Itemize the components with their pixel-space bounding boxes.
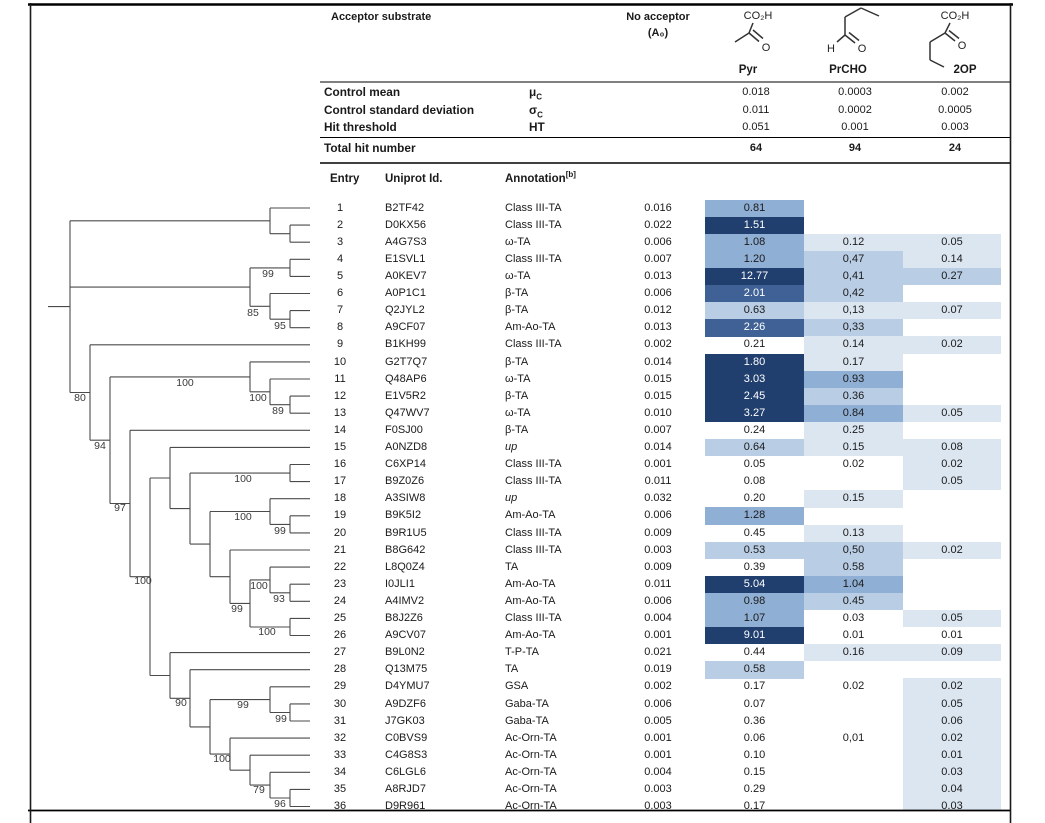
activity-value: 9.01	[743, 629, 766, 642]
activity-value: 0.09	[941, 646, 963, 659]
entry-number: 31	[333, 714, 347, 727]
uniprot-id: Q13M75	[385, 663, 428, 676]
activity-value: 0.64	[743, 441, 766, 453]
activity-value: 1.51	[743, 218, 766, 231]
entry-number: 11	[334, 372, 346, 385]
activity-value: 0.81	[743, 201, 766, 214]
activity-value: 3.27	[743, 406, 766, 419]
twoop-o-label: O	[957, 40, 967, 52]
entry-number: 12	[333, 389, 347, 402]
uniprot-id: E1SVL1	[385, 252, 426, 265]
annotation: GSA	[505, 680, 529, 693]
activity-value: 0.15	[842, 492, 865, 505]
entry-number: 36	[333, 800, 347, 813]
no-acceptor-value: 0.012	[644, 304, 672, 317]
activity-value: 0.15	[743, 765, 766, 778]
activity-value: 0.08	[743, 475, 766, 488]
entry-number: 18	[333, 492, 347, 505]
annotation: Class III-TA	[505, 218, 562, 231]
activity-value: 0.29	[743, 783, 766, 795]
activity-value: 0.24	[743, 423, 766, 436]
annotation: Class III-TA	[505, 458, 562, 471]
no-acceptor-value: 0.011	[644, 577, 672, 590]
entry-number: 33	[333, 748, 347, 761]
uniprot-id: A0KEV7	[385, 270, 427, 282]
prcho-o-label: O	[857, 43, 867, 55]
pyr-co2h-label: CO₂H	[743, 10, 773, 22]
control-value: 0.051	[742, 120, 770, 133]
activity-value: 0.53	[743, 543, 766, 556]
no-acceptor-value: 0.032	[644, 492, 672, 505]
activity-value: 0,50	[842, 543, 865, 556]
no-acceptor-value: 0.006	[644, 287, 672, 300]
activity-value: 0.58	[743, 663, 766, 676]
entry-number: 16	[333, 458, 347, 471]
entry-number: 32	[333, 731, 347, 744]
uniprot-id: D9R961	[385, 800, 426, 813]
activity-value: 2.45	[743, 389, 766, 402]
annotation: up	[505, 492, 518, 505]
activity-value: 0.03	[842, 612, 865, 624]
activity-value: 0.17	[743, 800, 766, 813]
no-acceptor-value: 0.001	[644, 458, 672, 471]
uniprot-id: A4IMV2	[385, 594, 425, 607]
no-acceptor-value: 0.003	[644, 543, 672, 556]
bootstrap-label: 93	[273, 593, 285, 605]
activity-value: 0.20	[743, 492, 766, 505]
annotation: ω-TA	[505, 235, 531, 248]
activity-value: 0.07	[941, 304, 963, 317]
entry-number: 30	[333, 697, 347, 710]
annotation: Ac-Orn-TA	[505, 800, 557, 813]
no-acceptor-value: 0.013	[644, 321, 672, 334]
activity-value: 0.05	[941, 235, 963, 248]
no-acceptor-value: 0.015	[644, 389, 672, 402]
prcho-column-label: PrCHO	[829, 64, 867, 76]
uniprot-id: B9L0N2	[385, 646, 425, 659]
uniprot-id: L8Q0Z4	[385, 560, 425, 573]
no-acceptor-value: 0.021	[644, 646, 672, 659]
control-row-label: Control mean	[324, 84, 401, 99]
activity-value: 0.05	[941, 697, 963, 710]
uniprot-id: B1KH99	[385, 338, 426, 351]
control-value: 0.003	[941, 120, 969, 133]
annotation: Am-Ao-TA	[505, 577, 556, 590]
control-value: 24	[948, 141, 962, 154]
annotation: β-TA	[505, 423, 529, 436]
activity-value: 0.02	[941, 680, 963, 693]
uniprot-id: G2T7Q7	[385, 355, 428, 368]
activity-value: 0.84	[842, 406, 865, 419]
activity-value: 1.20	[743, 252, 766, 265]
control-value: 94	[848, 141, 862, 154]
no-acceptor-value: 0.022	[644, 218, 672, 231]
entry-number: 9	[336, 338, 344, 351]
activity-value: 0.63	[743, 304, 766, 317]
no-acceptor-value: 0.005	[644, 714, 672, 727]
annotation: Am-Ao-TA	[505, 594, 556, 607]
activity-value: 0.08	[941, 441, 963, 453]
annotation: Class III-TA	[505, 338, 562, 351]
no-acceptor-value: 0.006	[644, 235, 672, 248]
uniprot-id: F0SJ00	[385, 423, 423, 436]
activity-value: 0,42	[842, 287, 865, 300]
activity-value: 1.07	[743, 612, 766, 624]
annotation: ω-TA	[505, 406, 531, 419]
bootstrap-label: 80	[74, 392, 86, 404]
activity-value: 1.28	[743, 509, 766, 522]
annotation: Am-Ao-TA	[505, 629, 556, 642]
bootstrap-label: 96	[274, 798, 286, 810]
no-acceptor-value: 0.006	[644, 697, 672, 710]
annotation: ω-TA	[505, 372, 531, 385]
activity-value: 0.02	[941, 543, 963, 556]
bootstrap-label: 100	[234, 511, 252, 523]
uniprot-id: C4G8S3	[385, 748, 428, 761]
activity-value: 0.05	[743, 458, 766, 471]
no-acceptor-value: 0.014	[644, 441, 672, 453]
bootstrap-label: 94	[94, 440, 106, 452]
activity-value: 0.14	[941, 252, 963, 265]
no-acceptor-value: 0.002	[644, 680, 672, 693]
control-value: 0.018	[742, 85, 770, 98]
annotation: β-TA	[505, 355, 529, 368]
activity-value: 0.27	[941, 270, 963, 282]
uniprot-id: A9CV07	[385, 629, 426, 642]
no-acceptor-value: 0.007	[644, 252, 672, 265]
uniprot-id: Q48AP6	[385, 372, 427, 385]
entry-number: 8	[336, 321, 344, 334]
bootstrap-label: 79	[253, 784, 265, 796]
bootstrap-label: 85	[247, 307, 259, 319]
uniprot-id: A9CF07	[385, 321, 426, 334]
control-value: 0.0003	[838, 85, 872, 98]
activity-value: 0.06	[743, 731, 766, 744]
activity-value: 0.01	[941, 629, 963, 642]
entry-number: 1	[336, 201, 344, 214]
activity-value: 0.01	[941, 748, 963, 761]
no-acceptor-value: 0.001	[644, 748, 672, 761]
control-value: 0.002	[941, 85, 969, 98]
uniprot-id: B9Z0Z6	[385, 475, 425, 488]
uniprot-id: A9DZF6	[385, 697, 426, 710]
activity-value: 0.07	[743, 697, 766, 710]
no-acceptor-label: No acceptor	[626, 11, 690, 23]
entry-number: 20	[333, 526, 347, 539]
activity-value: 0.15	[842, 441, 865, 453]
annotation: TA	[505, 663, 519, 676]
uniprot-id: A4G7S3	[385, 235, 427, 248]
entry-number: 5	[336, 270, 344, 282]
activity-value: 0,01	[842, 731, 865, 744]
entry-number: 3	[336, 235, 344, 248]
activity-value: 5.04	[743, 577, 766, 590]
entry-number: 35	[333, 783, 347, 795]
entry-number: 22	[333, 560, 347, 573]
uniprot-id: Q2JYL2	[385, 304, 425, 317]
activity-value: 1.08	[743, 235, 766, 248]
entry-number: 4	[336, 252, 344, 265]
annotation: Gaba-TA	[505, 697, 549, 710]
bootstrap-label: 95	[274, 320, 286, 332]
bootstrap-label: 99	[237, 699, 249, 711]
uniprot-id: A0NZD8	[385, 441, 428, 453]
activity-value: 0.04	[941, 783, 963, 795]
entry-number: 17	[333, 475, 347, 488]
activity-value: 0.25	[842, 423, 865, 436]
no-acceptor-value: 0.009	[644, 526, 672, 539]
control-value: 64	[749, 141, 763, 154]
activity-value: 0.12	[842, 235, 865, 248]
entry-number: 23	[333, 577, 347, 590]
activity-value: 0.03	[941, 765, 963, 778]
control-row-label: Hit threshold	[324, 119, 397, 134]
uniprot-id: I0JLI1	[385, 577, 415, 590]
activity-value: 0.58	[842, 560, 865, 573]
bootstrap-label: 100	[234, 473, 252, 485]
activity-value: 0.44	[743, 646, 766, 659]
activity-value: 3.03	[743, 372, 766, 385]
bootstrap-label: 100	[250, 580, 268, 592]
annotation: up	[505, 441, 518, 453]
bootstrap-label: 89	[272, 405, 284, 417]
annotation: β-TA	[505, 304, 529, 317]
activity-value: 0.02	[941, 458, 963, 471]
entry-number: 25	[333, 612, 347, 624]
activity-value: 2.01	[743, 287, 766, 300]
activity-value: 0.17	[842, 355, 865, 368]
entry-number: 6	[336, 287, 344, 300]
entry-number: 26	[333, 629, 347, 642]
entry-number: 21	[333, 543, 347, 556]
annotation: Class III-TA	[505, 543, 562, 556]
bootstrap-label: 99	[275, 713, 287, 725]
entry-number: 24	[333, 594, 347, 607]
no-acceptor-value: 0.002	[644, 338, 672, 351]
annotation: Ac-Orn-TA	[505, 731, 557, 744]
control-value: 0.0005	[938, 103, 972, 116]
no-acceptor-value: 0.006	[644, 594, 672, 607]
uniprot-id: B9K5I2	[385, 509, 422, 522]
no-acceptor-value: 0.016	[644, 201, 672, 214]
uniprot-id: E1V5R2	[385, 389, 426, 402]
uniprot-id: Q47WV7	[385, 406, 430, 419]
bootstrap-label: 99	[231, 603, 243, 615]
no-acceptor-value: 0.014	[644, 355, 672, 368]
bootstrap-label: 99	[262, 268, 274, 280]
activity-value: 0.06	[941, 714, 963, 727]
control-row-label: Control standard deviation	[324, 102, 475, 117]
activity-value: 1.80	[743, 355, 766, 368]
no-acceptor-value: 0.001	[644, 731, 672, 744]
bootstrap-label: 100	[213, 753, 231, 765]
activity-value: 0.45	[842, 594, 865, 607]
control-value: 0.0002	[838, 103, 872, 116]
no-acceptor-value: 0.003	[644, 800, 672, 813]
twoop-co2h-label: CO₂H	[940, 10, 970, 22]
no-acceptor-value: 0.006	[644, 509, 672, 522]
activity-value: 0,41	[842, 270, 865, 282]
entry-number: 15	[333, 441, 347, 453]
bootstrap-label: 100	[134, 575, 152, 587]
activity-value: 0.16	[842, 646, 865, 659]
control-row-symbol: $\mu_C$	[529, 84, 542, 101]
twoop-column-label: 2OP	[953, 64, 977, 76]
annotation: Class III-TA	[505, 252, 562, 265]
uniprot-id: J7GK03	[385, 714, 425, 727]
activity-value: 0.05	[941, 475, 963, 488]
activity-value: 12.77	[740, 270, 769, 282]
entry-number: 19	[333, 509, 347, 522]
entry-number: 14	[333, 423, 347, 436]
annotation: Ac-Orn-TA	[505, 765, 557, 778]
entry-number: 29	[333, 680, 347, 693]
uniprot-id: A8RJD7	[385, 783, 426, 795]
pyr-o-label: O	[761, 42, 771, 54]
bootstrap-label: 100	[249, 392, 267, 404]
annotation: ω-TA	[505, 270, 531, 282]
activity-value: 0.05	[941, 406, 963, 419]
bootstrap-label: 100	[176, 377, 194, 389]
activity-value: 0.45	[743, 526, 766, 539]
uniprot-id: C6XP14	[385, 458, 426, 471]
activity-value: 0.98	[743, 594, 766, 607]
activity-value: 0.21	[743, 338, 766, 351]
annotation: Ac-Orn-TA	[505, 783, 557, 795]
activity-value: 0.39	[743, 560, 766, 573]
bootstrap-label: 97	[114, 502, 126, 514]
pyr-column-label: Pyr	[738, 64, 758, 76]
no-acceptor-a0: (A₀)	[647, 27, 669, 39]
activity-value: 0.17	[743, 680, 766, 693]
no-acceptor-value: 0.001	[644, 629, 672, 642]
annotation: Am-Ao-TA	[505, 321, 556, 334]
uniprot-id: B8G642	[385, 543, 426, 556]
uniprot-id: B2TF42	[385, 201, 425, 214]
uniprot-column-header: Uniprot Id.	[385, 173, 443, 185]
annotation-footnote-mark: [b]	[565, 170, 576, 180]
activity-value: 0.13	[842, 526, 865, 539]
uniprot-id: C6LGL6	[385, 765, 426, 778]
entry-number: 13	[333, 406, 347, 419]
entry-number: 2	[336, 218, 344, 231]
no-acceptor-value: 0.007	[644, 423, 672, 436]
annotation: Class III-TA	[505, 475, 562, 488]
uniprot-id: C0BVS9	[385, 731, 428, 744]
annotation: Class III-TA	[505, 201, 562, 214]
no-acceptor-value: 0.003	[644, 783, 672, 795]
no-acceptor-value: 0.004	[644, 765, 672, 778]
uniprot-id: B9R1U5	[385, 526, 427, 539]
activity-value: 1.04	[842, 577, 865, 590]
annotation: β-TA	[505, 287, 529, 300]
activity-value: 0.02	[941, 338, 963, 351]
activity-value: 2.26	[743, 321, 766, 334]
activity-value: 0.02	[842, 458, 865, 471]
activity-value: 0.02	[941, 731, 963, 744]
control-row-label: Total hit number	[324, 140, 416, 155]
activity-value: 0.03	[941, 800, 963, 813]
control-row-symbol: $\sigma_C$	[529, 102, 543, 119]
annotation: TA	[505, 560, 519, 573]
annotation-column-header: Annotation[b]	[505, 170, 576, 185]
control-row-symbol: HT	[529, 119, 545, 134]
activity-value: 0.05	[941, 612, 963, 624]
control-value: 0.001	[841, 120, 869, 133]
entry-number: 34	[333, 765, 347, 778]
activity-value: 0.14	[842, 338, 865, 351]
uniprot-id: B8J2Z6	[385, 612, 423, 624]
no-acceptor-value: 0.019	[644, 663, 672, 676]
annotation: Gaba-TA	[505, 714, 549, 727]
bootstrap-label: 99	[274, 525, 286, 537]
activity-value: 0.36	[743, 714, 766, 727]
control-value: 0.011	[742, 103, 770, 116]
annotation: Am-Ao-TA	[505, 509, 556, 522]
activity-value: 0.02	[842, 680, 865, 693]
no-acceptor-value: 0.009	[644, 560, 672, 573]
bootstrap-label: 100	[258, 626, 276, 638]
no-acceptor-value: 0.013	[644, 270, 672, 282]
annotation: Class III-TA	[505, 612, 562, 624]
activity-value: 0.93	[842, 372, 865, 385]
annotation: Ac-Orn-TA	[505, 748, 557, 761]
acceptor-substrate-label: Acceptor substrate	[331, 11, 432, 23]
uniprot-id: D4YMU7	[385, 680, 430, 693]
prcho-h-label: H	[827, 43, 835, 55]
no-acceptor-value: 0.004	[644, 612, 672, 624]
entry-number: 27	[333, 646, 347, 659]
uniprot-id: A0P1C1	[385, 287, 426, 300]
bootstrap-label: 90	[175, 697, 187, 709]
no-acceptor-value: 0.011	[644, 475, 672, 488]
uniprot-id: A3SIW8	[385, 492, 426, 505]
entry-column-header: Entry	[330, 173, 360, 185]
no-acceptor-value: 0.010	[644, 406, 672, 419]
no-acceptor-value: 0.015	[644, 372, 672, 385]
activity-value: 0,33	[842, 321, 865, 334]
annotation: T-P-TA	[505, 646, 540, 659]
annotation: Class III-TA	[505, 526, 562, 539]
uniprot-id: D0KX56	[385, 218, 426, 231]
annotation: β-TA	[505, 389, 529, 402]
activity-value: 0,47	[842, 252, 865, 265]
activity-value: 0,13	[842, 304, 865, 317]
entry-number: 7	[336, 304, 344, 317]
entry-number: 10	[333, 355, 347, 368]
activity-value: 0.36	[842, 389, 865, 402]
activity-value: 0.01	[842, 629, 865, 642]
entry-number: 28	[333, 663, 347, 676]
activity-value: 0.10	[743, 748, 766, 761]
